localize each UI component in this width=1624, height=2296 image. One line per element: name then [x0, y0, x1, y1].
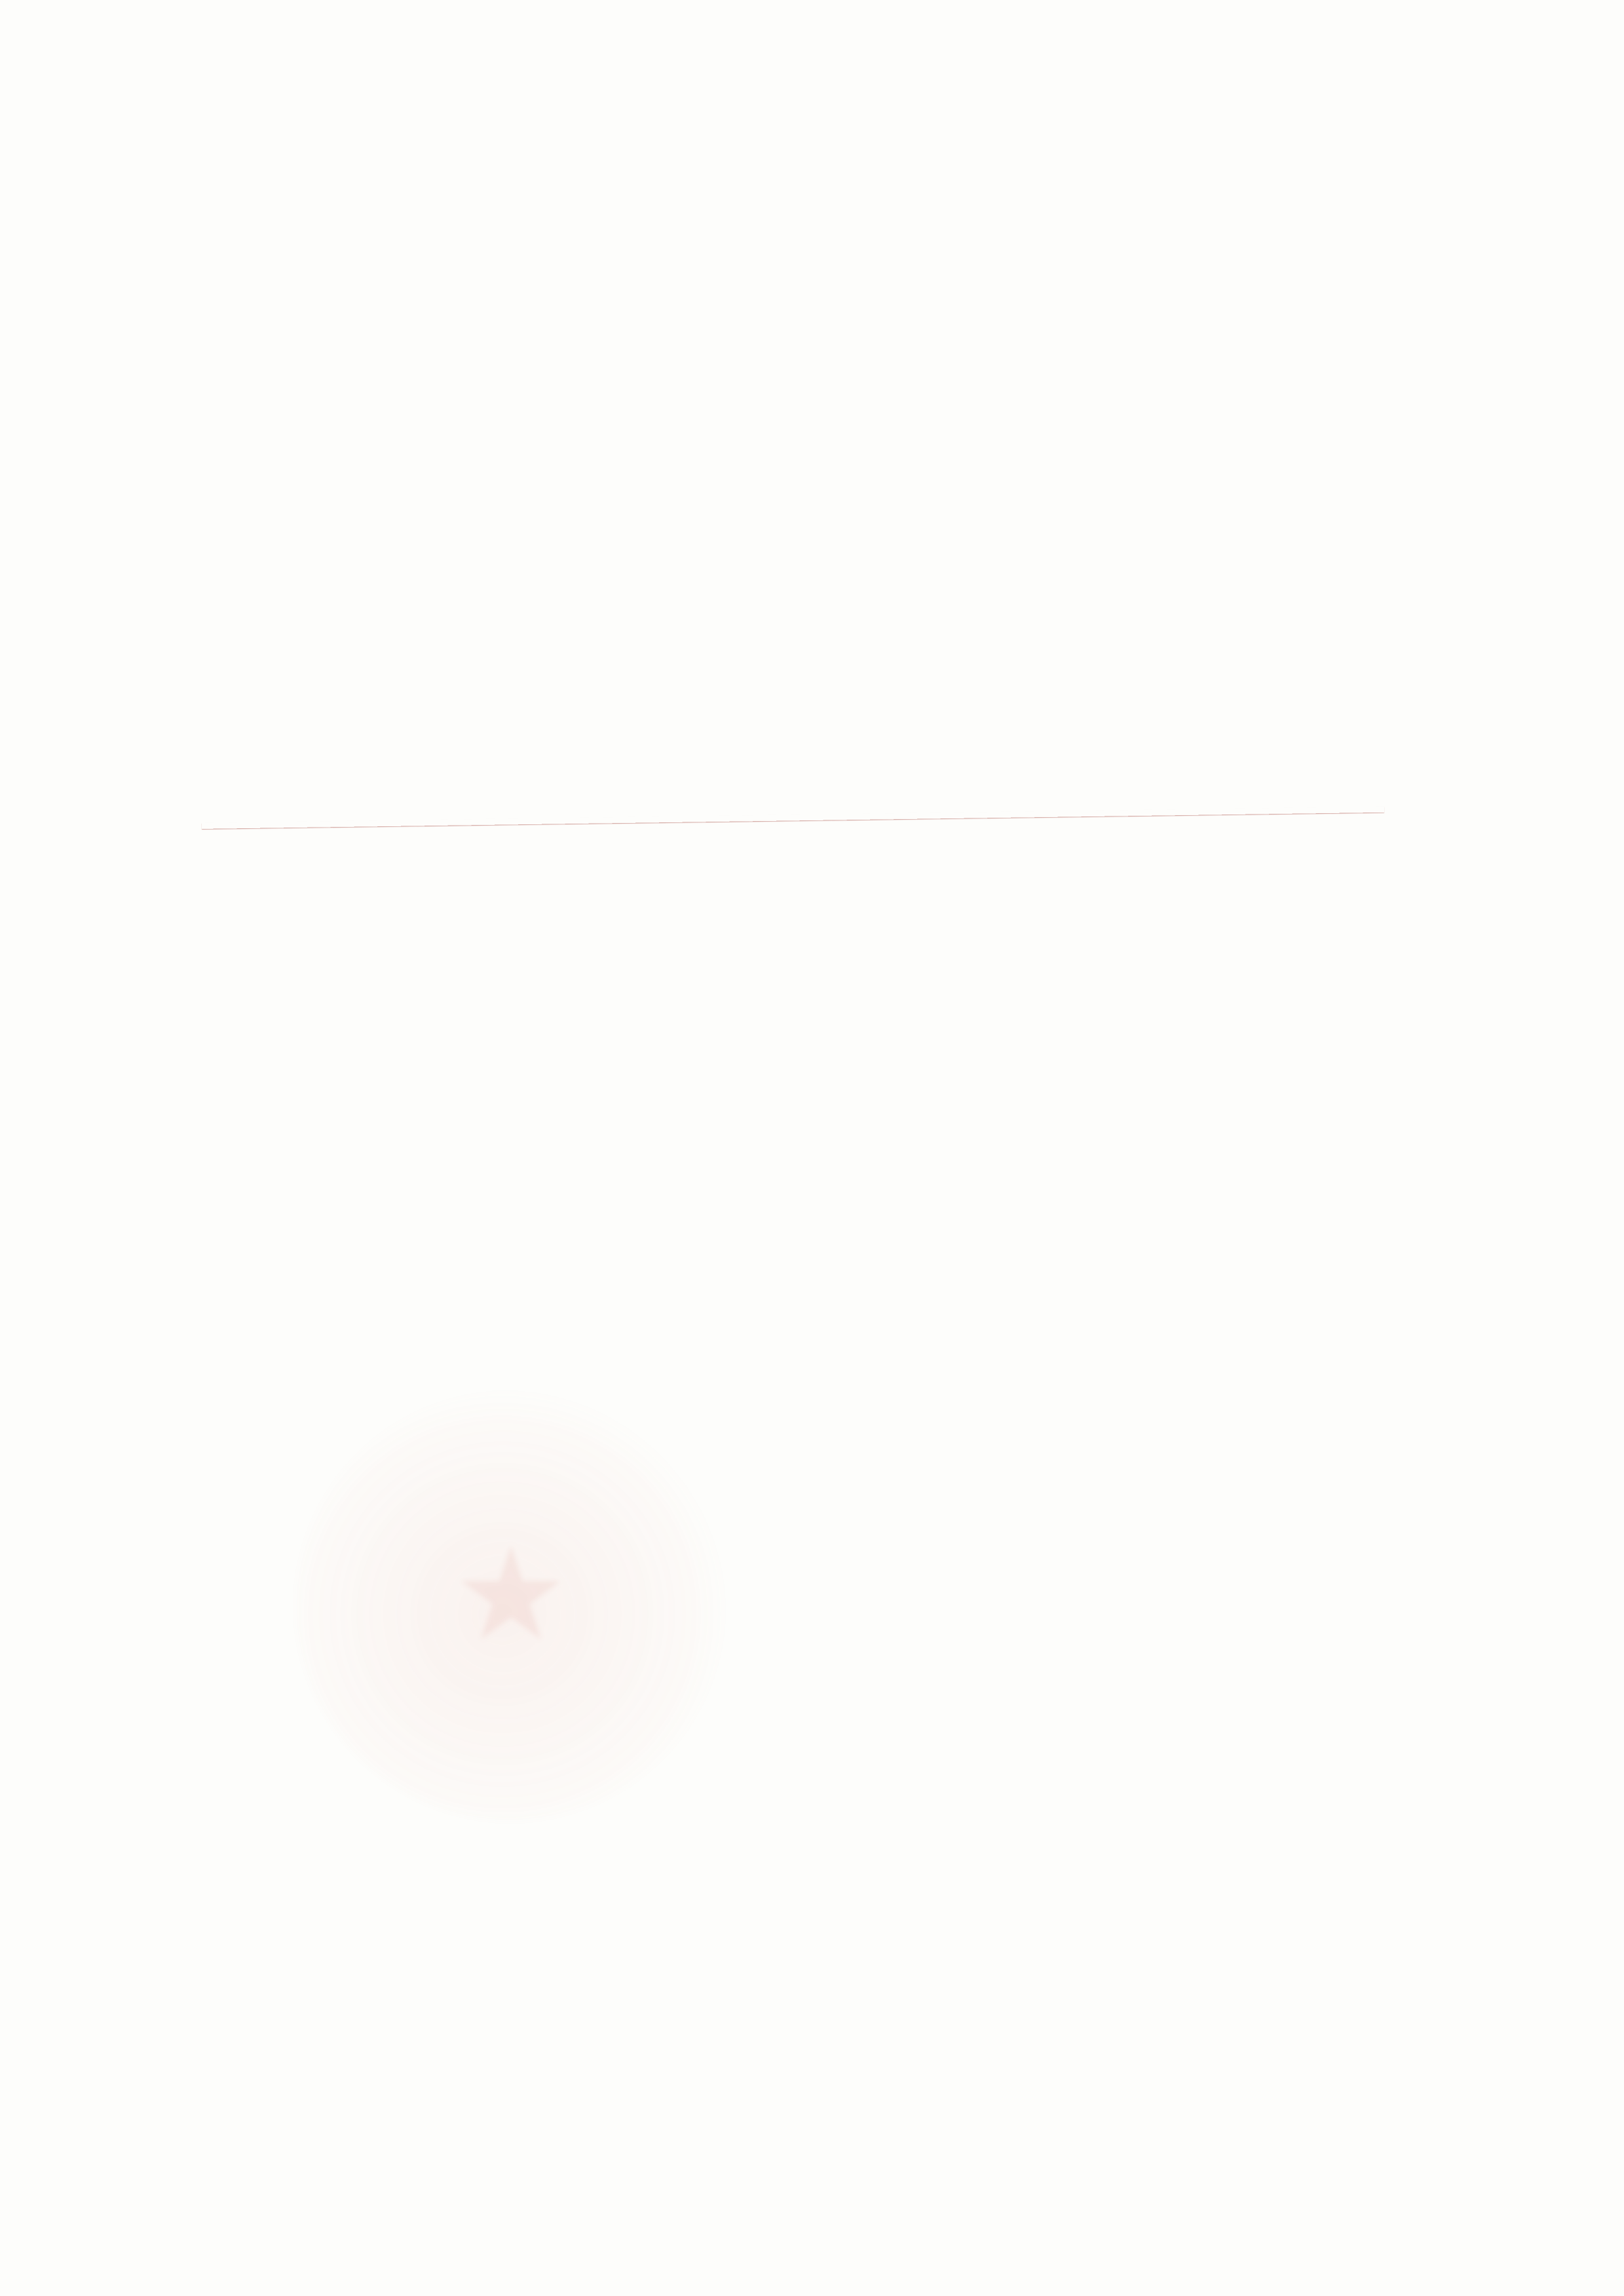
official-seal-faint: [295, 1389, 727, 1822]
red-divider-line: [202, 807, 1384, 829]
qr-code-icon: [238, 2040, 343, 2145]
